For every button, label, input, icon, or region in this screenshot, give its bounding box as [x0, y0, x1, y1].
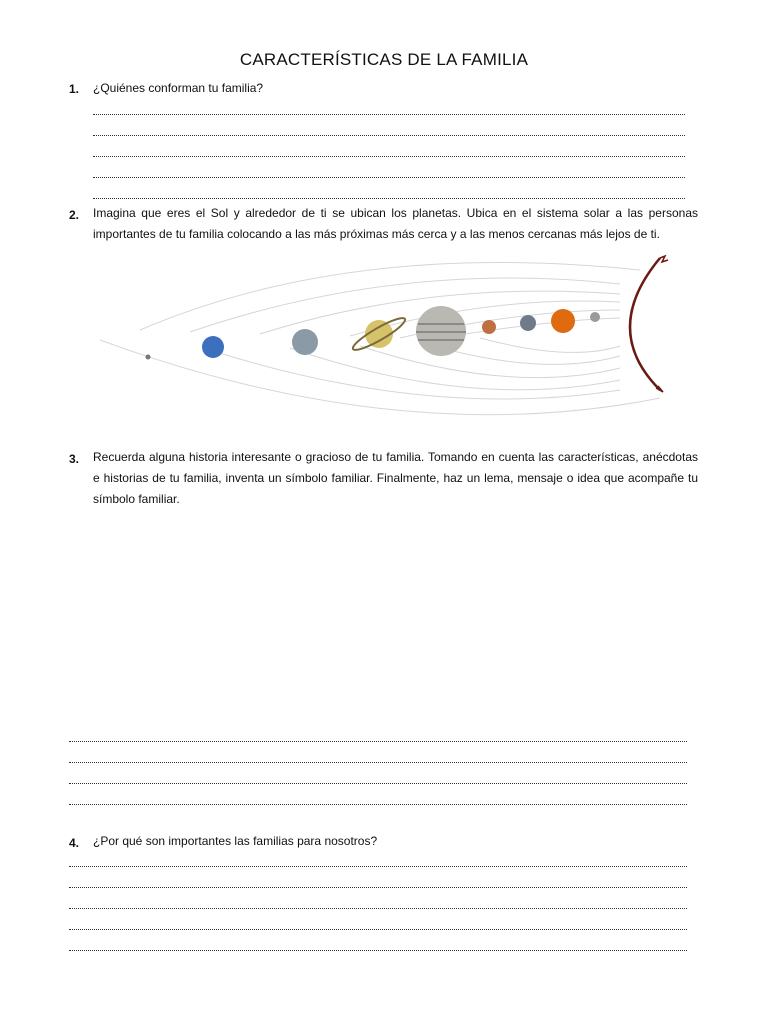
answer-line[interactable]	[69, 803, 687, 805]
answer-line[interactable]	[69, 886, 687, 888]
question-3-number: 3.	[69, 452, 80, 466]
answer-line[interactable]	[69, 782, 687, 784]
mars-planet	[482, 320, 496, 334]
earth-planet	[520, 315, 536, 331]
symbol-drawing-area[interactable]	[69, 520, 689, 720]
question-2-number: 2.	[69, 208, 80, 222]
jupiter-planet	[416, 306, 466, 356]
uranus-planet	[292, 329, 318, 355]
answer-line[interactable]	[69, 928, 687, 930]
pluto-planet	[146, 355, 151, 360]
answer-line[interactable]	[69, 740, 687, 742]
neptune-planet	[202, 336, 224, 358]
question-1-text: ¿Quiénes conforman tu familia?	[93, 81, 264, 95]
answer-line[interactable]	[93, 155, 685, 157]
answer-line[interactable]	[69, 865, 687, 867]
solar-system-image[interactable]	[100, 250, 670, 430]
venus-planet	[551, 309, 575, 333]
question-2-text: Imagina que eres el Sol y alrededor de ti se ubican los planetas. Ubica en el sistema solar a las personas importantes de tu familia colocando a las más próximas más cerca y a las menos cercanas más lejos de ti.	[93, 206, 698, 241]
answer-line[interactable]	[93, 113, 685, 115]
question-1-number: 1.	[69, 82, 80, 96]
question-3-text: Recuerda alguna historia interesante o gracioso de tu familia. Tomando en cuenta las características, anécdotas e historias de tu familia, inventa un símbolo familiar. Finalmente, haz un lema, mensaje o idea que acompañe tu símbolo familiar.	[93, 450, 698, 506]
question-4-number: 4.	[69, 836, 80, 850]
answer-line[interactable]	[69, 949, 687, 951]
answer-line[interactable]	[93, 176, 685, 178]
page-title: CARACTERÍSTICAS DE LA FAMILIA	[239, 50, 529, 69]
answer-line[interactable]	[93, 197, 685, 199]
sun	[630, 256, 668, 392]
mercury-planet	[590, 312, 600, 322]
answer-line[interactable]	[69, 907, 687, 909]
answer-line[interactable]	[93, 134, 685, 136]
question-4-text: ¿Por qué son importantes las familias para nosotros?	[93, 834, 378, 848]
answer-line[interactable]	[69, 761, 687, 763]
